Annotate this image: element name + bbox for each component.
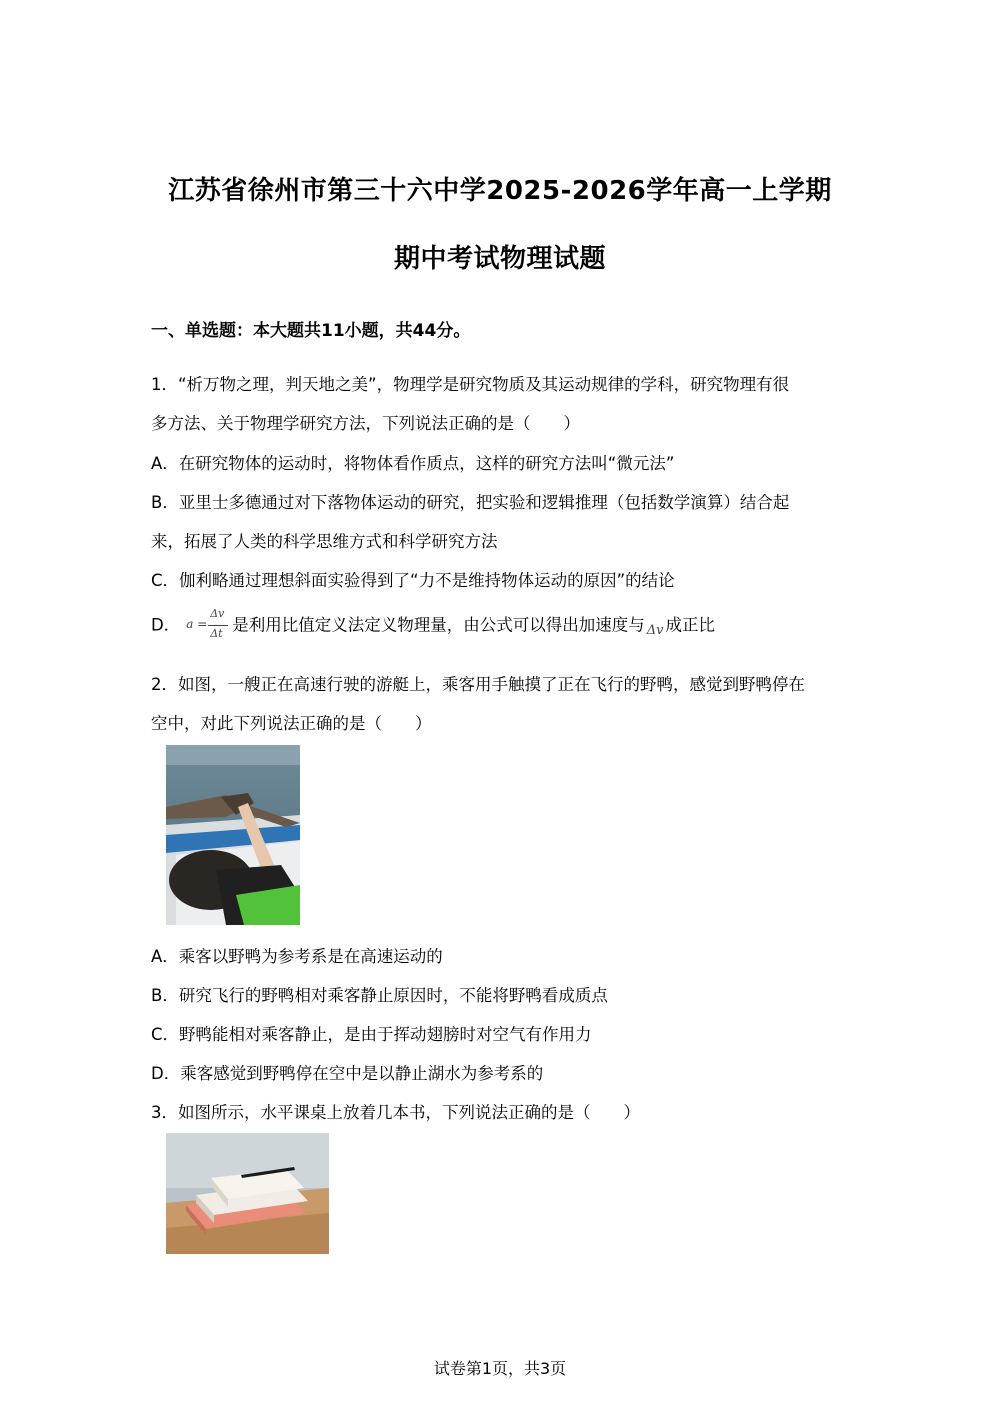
fraction-bar [208,625,228,626]
q2-option-b: B．研究飞行的野鸭相对乘客静止原因时，不能将野鸭看成质点 [151,986,608,1005]
exam-title-line1: 江苏省徐州市第三十六中学2025-2026学年高一上学期 [168,176,832,206]
q2-option-d: D．乘客感觉到野鸭停在空中是以静止湖水为参考系的 [151,1064,544,1083]
exam-title-line2: 期中考试物理试题 [393,244,606,274]
acceleration-formula [186,607,230,641]
wild-duck-boat-illustration [166,745,300,925]
q1-option-b-line1: B．亚里士多德通过对下落物体运动的研究，把实验和逻辑推理（包括数学演算）结合起 [151,493,790,512]
formula-lhs: a = [186,617,208,631]
formula-denominator: Δt [210,627,223,640]
q2-stem-line1: 2．如图，一艘正在高速行驶的游艇上，乘客用手触摸了正在飞行的野鸭，感觉到野鸭停在 [151,675,805,694]
q2-option-a: A．乘客以野鸭为参考系是在高速运动的 [151,947,443,966]
books-on-desk-photo [166,1133,329,1254]
section-heading: 一、单选题：本大题共11小题，共44分。 [151,321,471,341]
wild-duck-boat-photo [166,745,300,925]
q1-option-b-line2: 来，拓展了人类的科学思维方式和科学研究方法 [151,532,498,551]
q1-option-d-prefix: D． [151,615,181,635]
q1-option-d-suffix: 成正比 [665,615,715,635]
q1-stem-line1: 1．“析万物之理，判天地之美”，物理学是研究物质及其运动规律的学科，研究物理有很 [151,375,790,394]
q2-option-c: C．野鸭能相对乘客静止，是由于挥动翅膀时对空气有作用力 [151,1025,592,1044]
q1-option-d-middle: 是利用比值定义法定义物理量，由公式可以得出加速度与 [232,615,645,635]
delta-v-symbol: Δv [646,622,664,638]
q1-option-a: A．在研究物体的运动时，将物体看作质点，这样的研究方法叫“微元法” [151,454,675,473]
books-on-desk-illustration [166,1133,329,1254]
q2-stem-line2: 空中，对此下列说法正确的是（ ） [151,714,432,733]
q1-stem-line2: 多方法、关于物理学研究方法，下列说法正确的是（ ） [151,414,580,433]
page-footer: 试卷第1页，共3页 [433,1359,567,1378]
q3-stem-line1: 3．如图所示，水平课桌上放着几本书，下列说法正确的是（ ） [151,1103,640,1122]
formula-numerator: Δv [210,607,225,620]
q1-option-c: C．伽利略通过理想斜面实验得到了“力不是维持物体运动的原因”的结论 [151,571,675,590]
q1-option-d [151,607,851,641]
